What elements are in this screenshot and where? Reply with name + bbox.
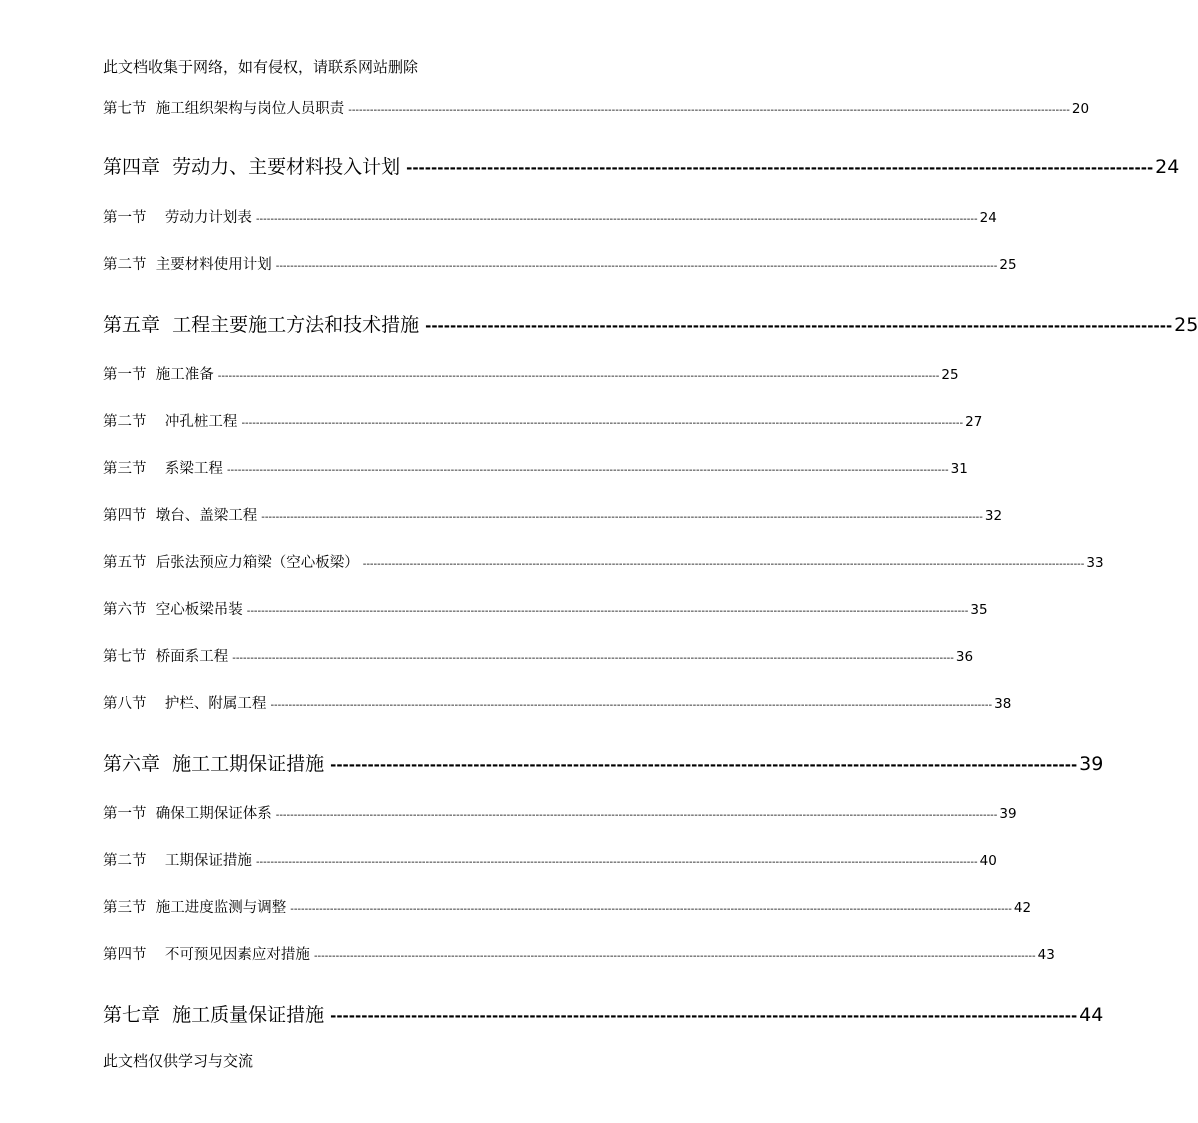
toc-page-number: 25 (941, 367, 959, 383)
toc-dot-leader: -------------------------------------------------------------------------------------------------------------------------------------------------------------------------------------------------------- (226, 465, 949, 476)
toc-page-number: 31 (950, 461, 968, 477)
toc-entry-title: 第二节 工期保证措施 (103, 853, 252, 869)
toc-section-entry[interactable] (103, 896, 1032, 916)
toc-page-number: 32 (984, 508, 1003, 524)
toc-dot-leader: -------------------------------------------------------------------------------------------------------------------------------------------------------------------------------------------------------- (313, 951, 1036, 962)
toc-page-number: 25 (1174, 314, 1198, 336)
page-header: 此文档收集于网络，如有侵权，请联系网站删除 (103, 58, 419, 76)
toc-entry-title: 第六节 空心板梁吊装 (103, 602, 243, 618)
table-of-contents (103, 0, 1198, 1123)
toc-chapter-entry[interactable] (103, 749, 1104, 775)
toc-entry-title: 第七节 桥面系工程 (103, 649, 229, 665)
toc-dash-leader: ------------------------------------------------------------------------------------------------------------------------ (406, 159, 1154, 177)
toc-entry-title: 第一节 施工准备 (103, 367, 214, 383)
toc-chapter-entry[interactable] (103, 152, 1180, 178)
toc-entry-title: 第五章 工程主要施工方法和技术措施 (103, 314, 420, 336)
toc-entry-title: 第八节 护栏、附属工程 (103, 696, 267, 712)
toc-page-number: 24 (1155, 156, 1180, 178)
toc-entry-title: 第四章 劳动力、主要材料投入计划 (103, 156, 401, 178)
toc-section-entry[interactable] (103, 97, 1090, 117)
toc-section-entry[interactable] (103, 551, 1104, 571)
toc-chapter-entry[interactable] (103, 310, 1198, 336)
toc-section-entry[interactable] (103, 206, 997, 226)
toc-dot-leader: -------------------------------------------------------------------------------------------------------------------------------------------------------------------------------------------------------- (290, 904, 1012, 915)
toc-section-entry[interactable] (103, 457, 968, 477)
toc-entry-title: 第五节 后张法预应力箱梁（空心板梁） (103, 555, 359, 571)
toc-entry-title: 第三节 施工进度监测与调整 (103, 900, 287, 916)
toc-dot-leader: -------------------------------------------------------------------------------------------------------------------------------------------------------------------------------------------------------- (348, 105, 1070, 116)
toc-dot-leader: -------------------------------------------------------------------------------------------------------------------------------------------------------------------------------------------------------- (255, 214, 978, 225)
toc-page-number: 20 (1071, 101, 1090, 117)
toc-page-number: 44 (1079, 1004, 1104, 1026)
toc-dot-leader: -------------------------------------------------------------------------------------------------------------------------------------------------------------------------------------------------------- (270, 700, 993, 711)
toc-page-number: 39 (999, 806, 1017, 822)
toc-section-entry[interactable] (103, 943, 1055, 963)
toc-page-number: 38 (994, 696, 1012, 712)
toc-entry-title: 第四节 墩台、盖梁工程 (103, 508, 258, 524)
toc-page-number: 33 (1086, 555, 1104, 571)
toc-dash-leader: ------------------------------------------------------------------------------------------------------------------------ (425, 317, 1173, 335)
toc-entry-title: 第六章 施工工期保证措施 (103, 753, 325, 775)
toc-entry-title: 第四节 不可预见因素应对措施 (103, 947, 310, 963)
toc-page-number: 24 (979, 210, 997, 226)
toc-entry-title: 第七节 施工组织架构与岗位人员职责 (103, 101, 345, 117)
toc-section-entry[interactable] (103, 598, 988, 618)
toc-section-entry[interactable] (103, 802, 1017, 822)
toc-section-entry[interactable] (103, 504, 1003, 524)
toc-page-number: 40 (979, 853, 997, 869)
toc-entry-title: 第七章 施工质量保证措施 (103, 1004, 325, 1026)
toc-section-entry[interactable] (103, 253, 1017, 273)
toc-section-entry[interactable] (103, 645, 974, 665)
toc-section-entry[interactable] (103, 410, 983, 430)
toc-dot-leader: -------------------------------------------------------------------------------------------------------------------------------------------------------------------------------------------------------- (241, 418, 964, 429)
toc-entry-title: 第二节 主要材料使用计划 (103, 257, 272, 273)
toc-page-number: 35 (970, 602, 988, 618)
toc-dot-leader: -------------------------------------------------------------------------------------------------------------------------------------------------------------------------------------------------------- (217, 371, 940, 382)
toc-page-number: 39 (1079, 753, 1104, 775)
toc-dot-leader: -------------------------------------------------------------------------------------------------------------------------------------------------------------------------------------------------------- (275, 810, 998, 821)
toc-dot-leader: -------------------------------------------------------------------------------------------------------------------------------------------------------------------------------------------------------- (232, 653, 954, 664)
toc-page-number: 42 (1013, 900, 1032, 916)
toc-entry-title: 第一节 确保工期保证体系 (103, 806, 272, 822)
toc-dot-leader: -------------------------------------------------------------------------------------------------------------------------------------------------------------------------------------------------------- (246, 606, 969, 617)
toc-chapter-entry[interactable] (103, 1000, 1104, 1026)
toc-dot-leader: -------------------------------------------------------------------------------------------------------------------------------------------------------------------------------------------------------- (255, 857, 978, 868)
toc-dot-leader: -------------------------------------------------------------------------------------------------------------------------------------------------------------------------------------------------------- (275, 261, 998, 272)
toc-page-number: 25 (999, 257, 1017, 273)
toc-section-entry[interactable] (103, 692, 1012, 712)
toc-dash-leader: ------------------------------------------------------------------------------------------------------------------------ (330, 1007, 1078, 1025)
toc-page-number: 36 (955, 649, 974, 665)
toc-dash-leader: ------------------------------------------------------------------------------------------------------------------------ (330, 756, 1078, 774)
toc-page-number: 27 (965, 414, 983, 430)
toc-dot-leader: -------------------------------------------------------------------------------------------------------------------------------------------------------------------------------------------------------- (261, 512, 983, 523)
page-footer: 此文档仅供学习与交流 (103, 1052, 254, 1070)
toc-entry-title: 第一节 劳动力计划表 (103, 210, 252, 226)
toc-entry-title: 第三节 系梁工程 (103, 461, 223, 477)
toc-section-entry[interactable] (103, 849, 997, 869)
toc-entry-title: 第二节 冲孔桩工程 (103, 414, 238, 430)
toc-page-number: 43 (1037, 947, 1055, 963)
toc-section-entry[interactable] (103, 363, 959, 383)
toc-dot-leader: -------------------------------------------------------------------------------------------------------------------------------------------------------------------------------------------------------- (362, 559, 1085, 570)
